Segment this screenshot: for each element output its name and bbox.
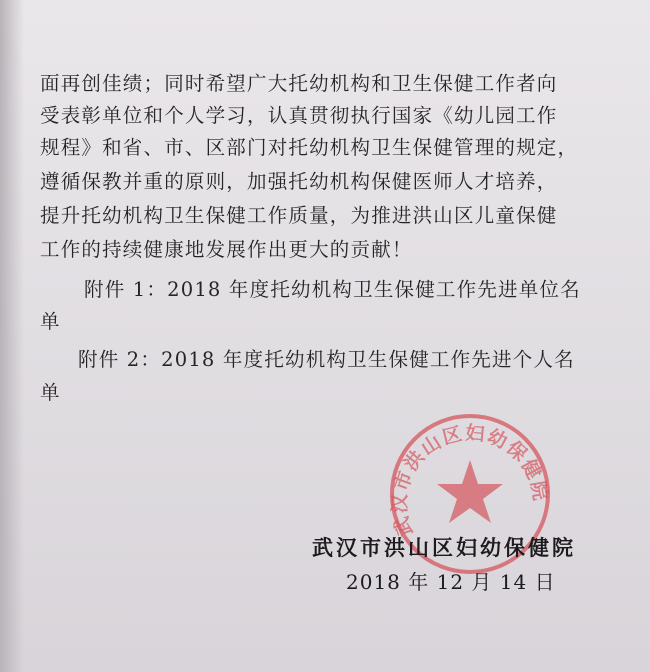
body-line-5: 提升托幼机构卫生保健工作质量，为推进洪山区儿童保健 bbox=[40, 204, 558, 227]
attachment-2-continuation: 单 bbox=[40, 381, 61, 404]
attachment-2-line: 附件 2：2018 年度托幼机构卫生保健工作先进个人名 bbox=[78, 348, 575, 371]
body-line-4: 遵循保教并重的原则，加强托幼机构保健医师人才培养， bbox=[40, 170, 558, 193]
body-line-1: 面再创佳绩；同时希望广大托幼机构和卫生保健工作者向 bbox=[40, 72, 558, 95]
seal-text: 武汉市洪山区妇幼保健院 bbox=[388, 422, 552, 539]
attachment-1-line: 附件 1：2018 年度托幼机构卫生保健工作先进单位名 bbox=[84, 278, 581, 301]
issuer-name: 武汉市洪山区妇幼保健院 bbox=[312, 536, 576, 560]
seal-star-icon bbox=[437, 460, 503, 523]
body-line-6: 工作的持续健康地发展作出更大的贡献！ bbox=[40, 238, 413, 261]
body-line-2: 受表彰单位和个人学习，认真贯彻执行国家《幼儿园工作 bbox=[40, 104, 558, 127]
attachment-1-continuation: 单 bbox=[40, 310, 61, 333]
issue-date: 2018 年 12 月 14 日 bbox=[346, 570, 556, 594]
body-line-3: 规程》和省、市、区部门对托幼机构卫生保健管理的规定， bbox=[40, 136, 579, 159]
